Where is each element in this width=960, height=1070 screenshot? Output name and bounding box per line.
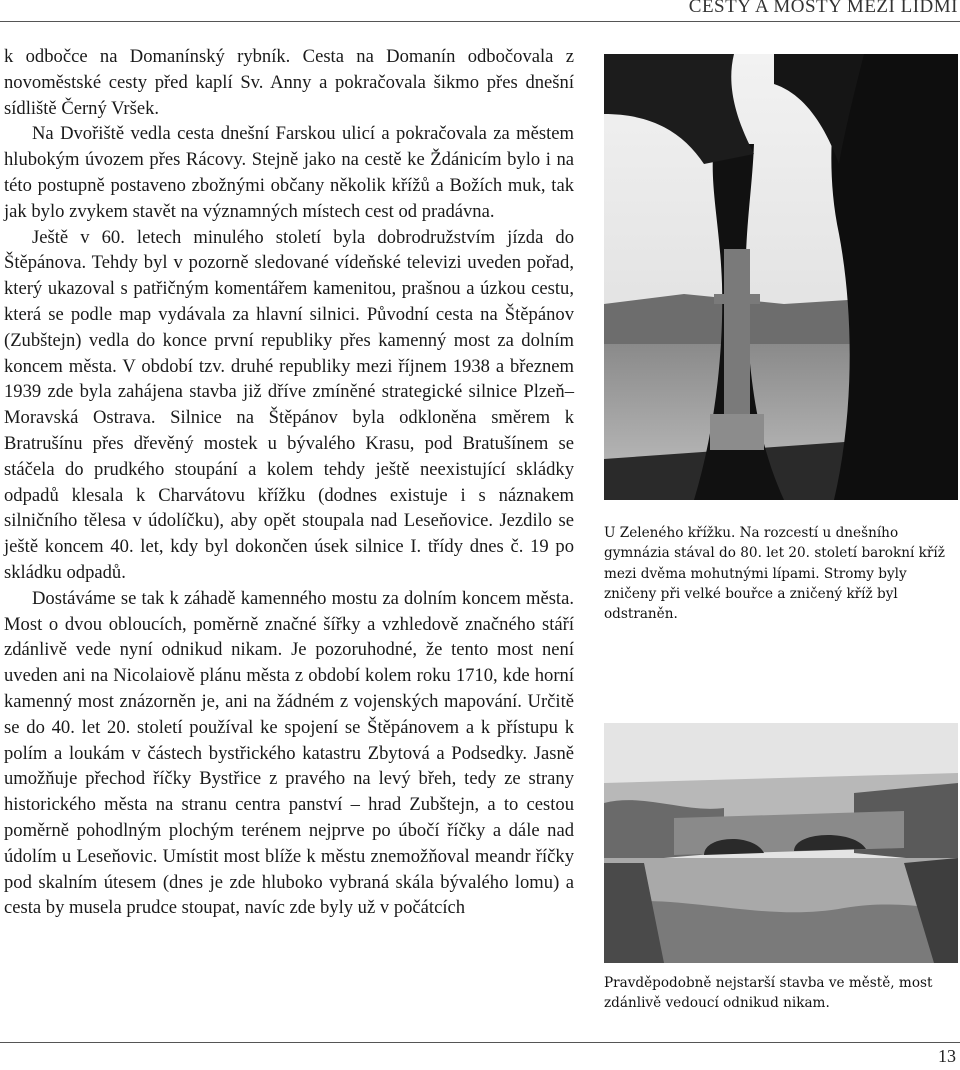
body-paragraph: k odbočce na Domanínský rybník. Cesta na Domanín odbočovala z novoměstské cesty před kaplí Sv. Anny a pokračovala šikmo přes dnešní sídliště Černý Vršek. xyxy=(4,46,574,119)
photo-trees-and-cross xyxy=(604,54,958,500)
article-body xyxy=(4,44,574,921)
page-number: 13 xyxy=(938,1046,956,1066)
running-header-title: CESTY A MOSTY MEZI LIDMI xyxy=(688,0,958,17)
body-paragraph: Dostáváme se tak k záhadě kamenného mostu za dolním koncem města. Most o dvou obloucích, poměrně značné šířky a vzhledově značného stáří zdánlivě vede nyní odnikud nikam. Je pozoruhodné, že tento most není uveden ani na Nicolaiově plánu města z období kolem roku 1710, kde horní kamenný most znázorněn je, ani na žádném z vojenských mapování. Určitě se do 40. let 20. století používal ke spojení se Štěpánovem a k přístupu k polím a loukám v částech bystřického katastru Zbytová a Podsedky. Jasně umožňuje přechod říčky Bystřice z pravého na levý břeh, tedy ze strany historického města na stranu centra panství – hrad Zubštejn, a to cestou poměrně pohodlným plochým terénem nejprve po úbočí říčky a dále nad údolím u Leseňovic. Umístit most blíže k městu znemožňoval meandr říčky pod skalním útesem (dnes je zde hluboko vybraná skála bývalého lomu) a cesta by musela prudce stoupat, navíc zde byly už v počátcích xyxy=(4,587,574,919)
running-header xyxy=(0,0,960,22)
figure-caption: U Zeleného křížku. Na rozcestí u dnešního gymnázia stával do 80. let 20. století barokní kříž mezi dvěma mohutnými lípami. Stromy byly zničeny při velké bouřce a zničený kříž byl odstraněn. xyxy=(604,525,945,623)
body-paragraph: Ještě v 60. letech minulého století byla dobrodružstvím jízda do Štěpánova. Tehdy byl v pozorně sledované vídeňské televizi uveden pořad, který ukazoval s patřičným komentářem kamenitou, prašnou a úzkou cestu, která se podle map vydávala za hlavní silnici. Původní cesta na Štěpánov (Zubštejn) vedla do konce první republiky přes kamenný most za dolním koncem města. V období tzv. druhé republiky mezi říjnem 1938 a březnem 1939 zde byla zahájena stavba již dříve zmíněné strategické silnice Plzeň–Moravská Ostrava. Silnice na Štěpánov byla odkloněna směrem k Bratrušínu přes dřevěný mostek u bývalého Krasu, pod Bratušínem se stáčela do prudkého stoupání a kolem tehdy ještě neexistující skládky odpadů klesala k Charvátovu křížku (dodnes existuje i s náznakem silničního tělesa v údolíčku), aby opět stoupala nad Leseňovice. Jezdilo se ještě koncem 40. let, kdy byl dokončen úsek silnice I. třídy dnes č. 19 po skládku odpadů. xyxy=(4,226,574,583)
footer-divider xyxy=(0,1042,960,1043)
body-paragraph: Na Dvořiště vedla cesta dnešní Farskou ulicí a pokračovala za městem hlubokým úvozem přes Rácovy. Stejně jako na cestě ke Ždánicím bylo i na této postupně postaveno zbožnými občany několik křížů a Božích muk, tak jak bylo zvykem stavět na významných místech cest od pradávna. xyxy=(4,123,574,222)
photo-stone-bridge xyxy=(604,723,958,963)
header-divider xyxy=(0,21,960,22)
figure-caption: Pravděpodobně nejstarší stavba ve městě, most zdánlivě vedoucí odnikud nikam. xyxy=(604,975,933,1012)
